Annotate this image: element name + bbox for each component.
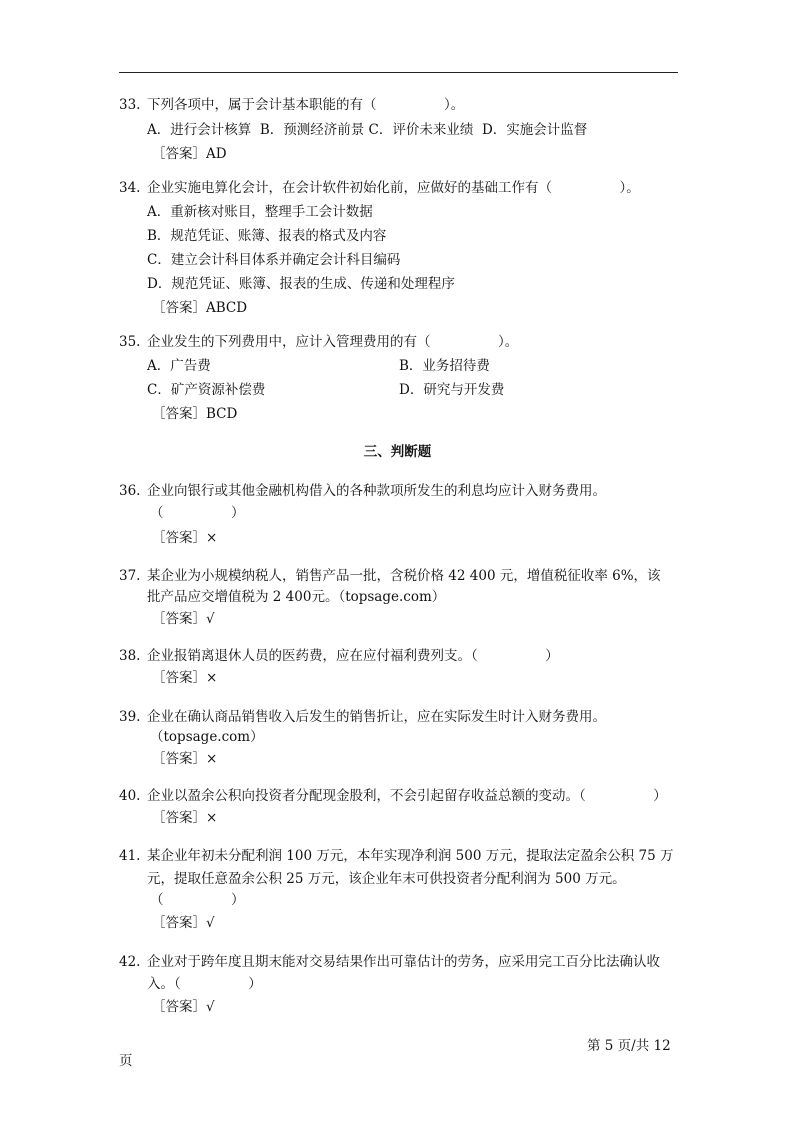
answer: ［答案］√ [152, 999, 215, 1015]
question-stem: 企业发生的下列费用中，应计入管理费用的有（ ）。 [147, 334, 519, 350]
answer: ［答案］× [152, 751, 218, 767]
question-stem: 下列各项中，属于会计基本职能的有（ ）。 [147, 97, 465, 113]
question-number: 39. [119, 709, 141, 725]
header-rule [119, 72, 678, 73]
question-text-cont: 入。（ ） [147, 976, 262, 992]
page-number-tail: 页 [119, 1053, 133, 1069]
question-text-cont: 批产品应交增值税为 2 400元。（topsage.com） [147, 589, 446, 605]
answer: ［答案］× [152, 670, 218, 686]
question-text: 企业向银行或其他金融机构借入的各种款项所发生的利息均应计入财务费用。 [147, 483, 606, 499]
question-text-cont: 元，提取任意盈余公积 25 万元，该企业年末可供投资者分配利润为 500 万元。 [147, 871, 626, 887]
question-text-cont: （topsage.com） [150, 729, 264, 745]
option-c: C．建立会计科目体系并确定会计科目编码 [147, 252, 401, 268]
question-options: A．进行会计核算 B．预测经济前景 C．评价未来业绩 D．实施会计监督 [147, 122, 588, 138]
answer: ［答案］ABCD [152, 300, 248, 316]
answer: ［答案］AD [152, 146, 227, 162]
question-text: 企业以盈余公积向投资者分配现金股利，不会引起留存收益总额的变动。（ ） [147, 788, 667, 804]
question-number: 38. [119, 648, 141, 664]
answer: ［答案］× [152, 810, 218, 826]
question-number: 42. [119, 954, 141, 970]
question-text: 某企业年初未分配利润 100 万元，本年实现净利润 500 万元，提取法定盈余公积 75 万 [147, 848, 674, 864]
answer: ［答案］√ [152, 611, 215, 627]
question-number: 36. [119, 483, 141, 499]
question-text: 企业在确认商品销售收入后发生的销售折让，应在实际发生时计入财务费用。 [147, 709, 606, 725]
question-number: 37. [119, 568, 141, 584]
option-d: D．规范凭证、账簿、报表的生成、传递和处理程序 [147, 276, 455, 292]
question-text: 企业报销离退休人员的医药费，应在应付福利费列支。（ ） [147, 648, 559, 664]
answer: ［答案］BCD [152, 406, 238, 422]
question-number: 40. [119, 788, 141, 804]
question-stem: 企业实施电算化会计，在会计软件初始化前，应做好的基础工作有（ ）。 [147, 180, 640, 196]
option-d: D．研究与开发费 [399, 382, 505, 398]
question-number: 35. [119, 334, 141, 350]
answer: ［答案］× [152, 530, 218, 546]
option-a: A．重新核对账目，整理手工会计数据 [147, 204, 373, 220]
question-number: 33. [119, 97, 141, 113]
question-text: 某企业为小规模纳税人，销售产品一批，含税价格 42 400 元，增值税征收率 6%，该 [147, 568, 661, 584]
question-number: 41. [119, 848, 141, 864]
page-number: 第 5 页/共 12 [587, 1038, 671, 1054]
option-b: B．业务招待费 [399, 358, 490, 374]
answer-blank: （ ） [150, 505, 245, 521]
option-b: B．规范凭证、账簿、报表的格式及内容 [147, 228, 387, 244]
answer-blank: （ ） [150, 892, 245, 908]
question-text: 企业对于跨年度且期末能对交易结果作出可靠估计的劳务，应采用完工百分比法确认收 [147, 954, 660, 970]
option-a: A．广告费 [147, 358, 211, 374]
section-title: 三、判断题 [363, 444, 432, 460]
question-number: 34. [119, 180, 141, 196]
option-c: C．矿产资源补偿费 [147, 382, 266, 398]
answer: ［答案］√ [152, 915, 215, 931]
